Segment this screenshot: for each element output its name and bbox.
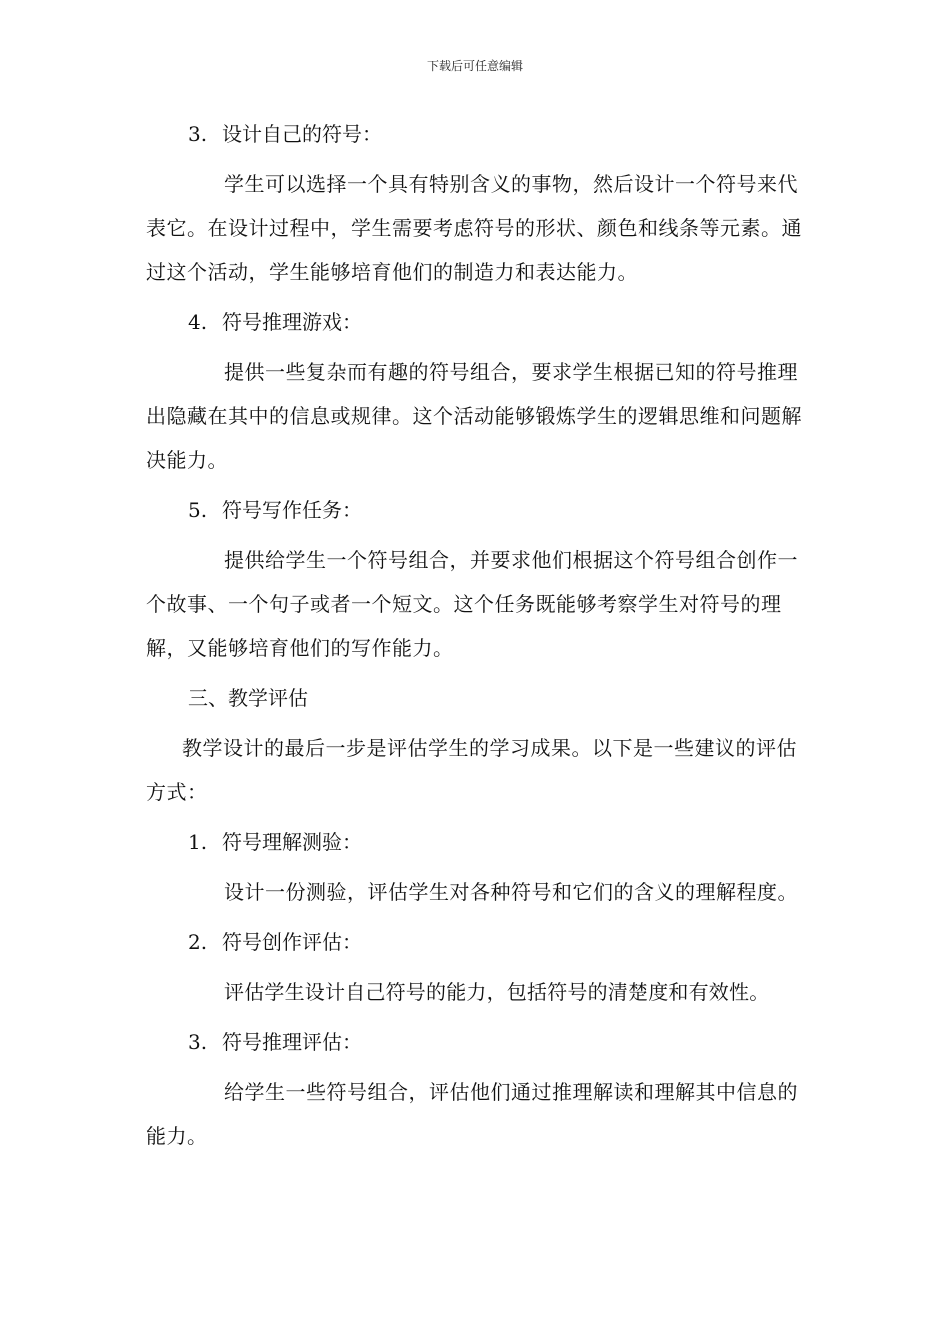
paragraph-creation-evaluation: 评估学生设计自己符号的能力，包括符号的清楚度和有效性。 [224,980,770,1004]
list-heading-text: 符号创作评估： [222,930,362,954]
eval-heading-3 [146,1020,806,1064]
eval-heading-1 [146,820,806,864]
list-heading-4 [146,300,806,344]
list-number: 3. [188,122,208,146]
paragraph-writing-task: 提供给学生一个符号组合，并要求他们根据这个符号组合创作一个故事、一个句子或者一个短文。这个任务既能够考察学生对符号的理解，又能够培育他们的写作能力。 [146,548,798,660]
list-number: 3. [188,1030,208,1054]
paragraph-reasoning-evaluation: 给学生一些符号组合，评估他们通过推理解读和理解其中信息的能力。 [146,1080,798,1148]
section-heading-evaluation: 三、教学评估 [188,686,308,710]
list-heading-text: 符号理解测验： [222,830,362,854]
paragraph-design-symbol: 学生可以选择一个具有特别含义的事物，然后设计一个符号来代表它。在设计过程中，学生需要考虑符号的形状、颜色和线条等元素。通过这个活动，学生能够培育他们的制造力和表达能力。 [146,172,802,284]
document-body [146,112,806,1164]
list-heading-3 [146,112,806,156]
list-number: 1. [188,830,208,854]
paragraph-evaluation-intro: 教学设计的最后一步是评估学生的学习成果。以下是一些建议的评估方式： [146,736,797,804]
eval-heading-2 [146,920,806,964]
page-header: 下载后可任意编辑 [426,59,523,73]
paragraph-understanding-test: 设计一份测验，评估学生对各种符号和它们的含义的理解程度。 [224,880,798,904]
paragraph-reasoning-game: 提供一些复杂而有趣的符号组合，要求学生根据已知的符号推理出隐藏在其中的信息或规律。这个活动能够锻炼学生的逻辑思维和问题解决能力。 [146,360,802,472]
list-number: 4. [188,310,208,334]
list-heading-text: 符号推理游戏： [222,310,362,334]
list-number: 5. [188,498,208,522]
list-heading-text: 设计自己的符号： [222,122,382,146]
list-number: 2. [188,930,208,954]
list-heading-text: 符号推理评估： [222,1030,362,1054]
list-heading-text: 符号写作任务： [222,498,362,522]
list-heading-5 [146,488,806,532]
